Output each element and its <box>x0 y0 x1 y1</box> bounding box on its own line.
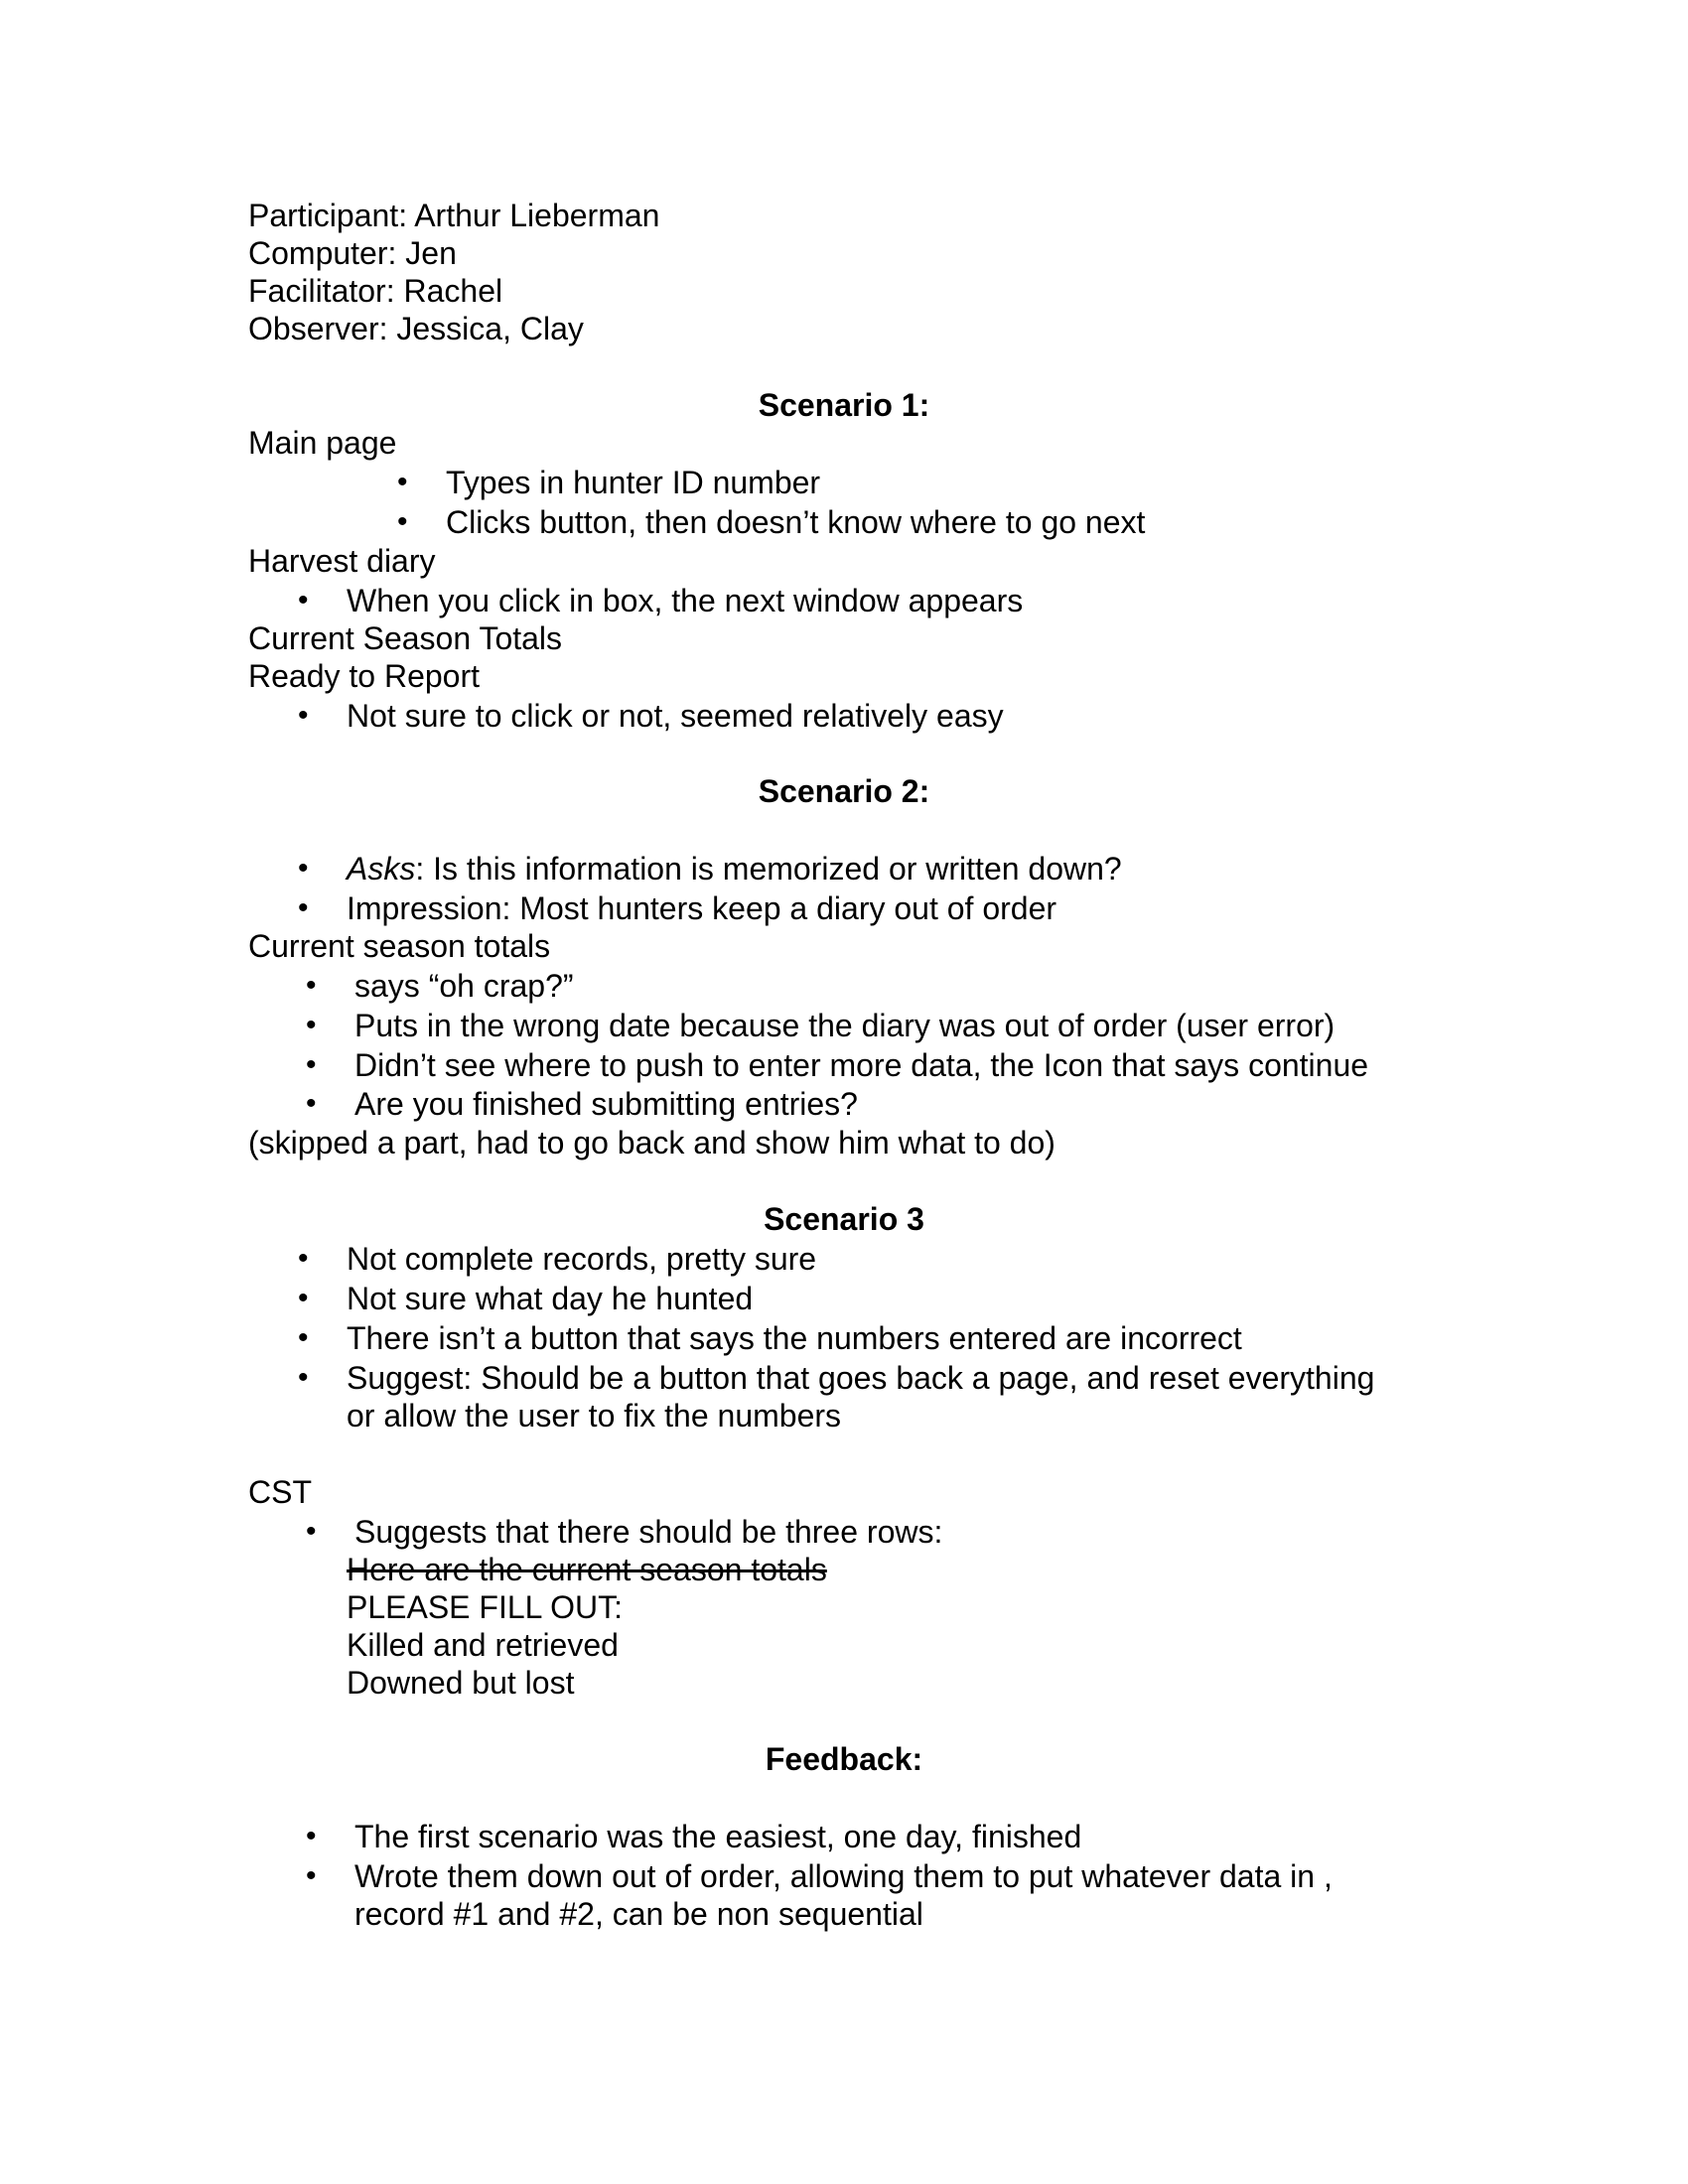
bullet-icon: • <box>298 1321 309 1354</box>
observer-line: Observer: Jessica, Clay <box>248 311 584 346</box>
cst-row: PLEASE FILL OUT: <box>347 1589 624 1625</box>
list-item-continuation: or allow the user to fix the numbers <box>347 1398 842 1433</box>
list-item-continuation: record #1 and #2, can be non sequential <box>354 1896 923 1932</box>
list-item: Not complete records, pretty sure <box>347 1241 817 1277</box>
bullet-icon: • <box>298 1361 309 1394</box>
current-season-totals-label: Current Season Totals <box>248 620 563 656</box>
cst-label: CST <box>248 1474 312 1510</box>
current-season-totals-label: Current season totals <box>248 928 551 964</box>
bullet-icon: • <box>298 891 309 924</box>
scenario2-heading: Scenario 2: <box>758 773 930 809</box>
bullet-icon: • <box>306 969 317 1002</box>
bullet-icon: • <box>306 1087 317 1120</box>
list-item: Types in hunter ID number <box>446 465 821 500</box>
list-item: Clicks button, then doesn’t know where to go next <box>446 504 1146 540</box>
bullet-icon: • <box>397 466 408 498</box>
asks-text: : Is this information is memorized or written down? <box>415 851 1122 887</box>
bullet-icon: • <box>298 584 309 616</box>
facilitator-line: Facilitator: Rachel <box>248 273 503 309</box>
bullet-icon: • <box>298 1242 309 1275</box>
scenario1-heading: Scenario 1: <box>758 387 930 423</box>
ready-to-report-label: Ready to Report <box>248 658 481 694</box>
list-item <box>347 850 1122 887</box>
struck-row: Here are the current season totals <box>347 1552 827 1587</box>
bullet-icon: • <box>306 1820 317 1852</box>
list-item: Suggests that there should be three rows: <box>354 1514 943 1550</box>
main-page-label: Main page <box>248 425 397 461</box>
bullet-icon: • <box>306 1515 317 1548</box>
participant-line: Participant: Arthur Lieberman <box>248 198 660 233</box>
computer-line: Computer: Jen <box>248 235 457 271</box>
cst-row: Downed but lost <box>347 1665 575 1701</box>
bullet-icon: • <box>298 852 309 885</box>
bullet-icon: • <box>306 1048 317 1081</box>
list-item: Impression: Most hunters keep a diary out of order <box>347 890 1057 926</box>
bullet-icon: • <box>298 1282 309 1314</box>
list-item: When you click in box, the next window appears <box>347 583 1024 618</box>
feedback-heading: Feedback: <box>765 1741 923 1777</box>
bullet-icon: • <box>298 699 309 732</box>
cst-row: Killed and retrieved <box>347 1627 619 1663</box>
list-item: says “oh crap?” <box>354 968 574 1004</box>
list-item: Not sure to click or not, seemed relatively easy <box>347 698 1004 734</box>
list-item: There isn’t a button that says the numbers entered are incorrect <box>347 1320 1242 1356</box>
harvest-diary-label: Harvest diary <box>248 543 436 579</box>
bullet-icon: • <box>397 505 408 538</box>
bullet-icon: • <box>306 1859 317 1892</box>
list-item: Not sure what day he hunted <box>347 1281 754 1316</box>
list-item: Suggest: Should be a button that goes back a page, and reset everything <box>347 1360 1375 1396</box>
list-item: The first scenario was the easiest, one day, finished <box>354 1819 1082 1854</box>
list-item: Didn’t see where to push to enter more data, the Icon that says continue <box>354 1047 1369 1083</box>
bullet-icon: • <box>306 1009 317 1041</box>
scenario3-heading: Scenario 3 <box>764 1201 924 1237</box>
list-item: Wrote them down out of order, allowing them to put whatever data in , <box>354 1858 1333 1894</box>
list-item: Puts in the wrong date because the diary was out of order (user error) <box>354 1008 1336 1043</box>
asks-label: Asks <box>347 851 416 887</box>
list-item: Are you finished submitting entries? <box>354 1086 858 1122</box>
scenario2-note: (skipped a part, had to go back and show him what to do) <box>248 1125 1055 1160</box>
